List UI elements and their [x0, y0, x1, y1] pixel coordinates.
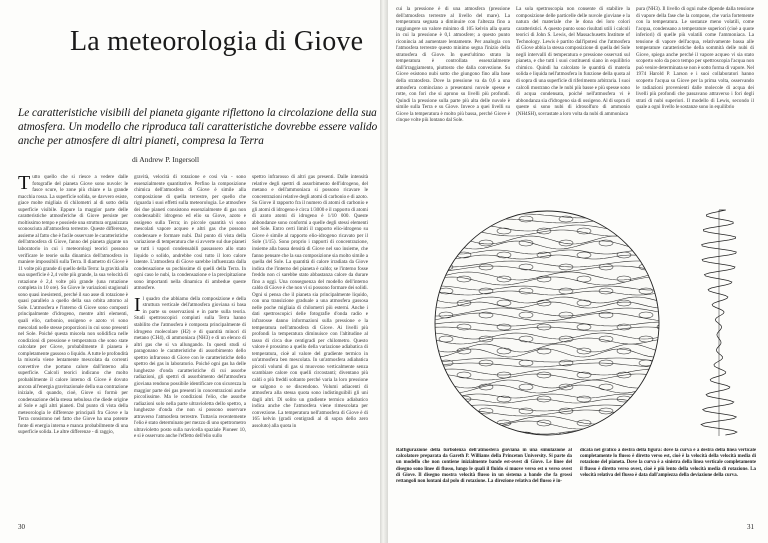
right-column-2	[516, 6, 630, 196]
page-number-left: 30	[18, 523, 25, 531]
book-gutter	[380, 0, 388, 543]
left-column-3-text: spettro infrarosso di altri gas presenti. Dalle intensità relative degli spettri di assorbimento dell'idrogeno, del metano e dell'ammoniaca si possono ricavare le concentrazioni relative degli atomi di carbonio e di azoto. Su Giove il rapporto fra il numero di atomi di carbonio e gli atomi di idrogeno è circa 1/3000 e il rapporto di atomi di azoto atomi di idrogeno è 1/10 000. Queste abbondanze sono conformi a quelle degli stessi elementi nel Sole. Entro certi limiti il rapporto elio-idrogeno su Giove è simile al rapporto elio-idrogeno ricavato per il Sole (1/15). Sono proprio i rapporti di concentrazione, insieme alla bassa densità di Giove nel suo insieme, che fanno pensare che la sua composizione sia molto simile a quella del Sole. La quantità di calore irradiata da Giove indica che l'interno del pianeta è caldo; se l'interno fosse freddo non ci sarebbe stato abbastanza calore da durare fino a oggi. Una conseguenza del modello dell'interno caldo di Giove è che non vi si possono formare dei solidi. Ogni si pensa che il pianeta sia principalmente liquido, con una transizione graduale a una atmosfera gassosa nelle poche migliaia di chilometri più esterni. Anche i dati spettroscopici delle fotografie d'onda radio e infrarosse danno informazioni sulla pressione e la temperatura nell'atmosfera di Giove. Ai livelli più profondi la temperatura diminuisce con l'altitudine al tasso di circa due centigradi per chilometro. Questo valore è prossimo a quello della variazione adiabatica di temperatura, cioè al valore del gradiente termico in un'atmosfera ben mescolata. In un'atmosfera adiabatica piccoli volumi di gas si muovono verticalmente senza scambiare calore con quelli circostanti; diventano più caldi o più freddi soltanto perché varia la loro pressione se salgono o se discendono. Volumi adiacenti di atmosfera alla stessa quota sono indistinguibili gli uni dagli altri. Di solito un gradiente termico adiabatico indica anche che l'atmosfera viene rimescolata per convezione. La temperatura nell'atmosfera di Giove è di 165 kelvin (gradi centigradi al di sopra dello zero assoluto) alla quota in	[252, 174, 368, 429]
author-byline: di Andrew P. Ingersoll	[132, 155, 200, 164]
right-column-2-text: La sola spettroscopia non consente di stabilire la composizione delle particelle delle nuvole gioviane e la natura del materiale che le dona dei loro colori caratteristici. A questo punto sono risultati utili i calcoli teorici di John S. Lewis, del Massachusetts Institute of Technology. Lewis è partito dall'ipotesi che l'atmosfera di Giove abbia la stessa composizione di quella del Sole negli intervalli di temperatura e pressione osservati sul pianeta, e che tutti i suoi costituenti siano in equilibrio chimico. Quindi ha calcolato le quantità di materia solida e liquida nell'atmosfera in funzione della quota al di sopra di una superficie di riferimento arbitraria. I suoi calcoli mostrano che le nubi più basse e più spesse sono di acqua condensata, poiché nell'atmosfera vi è abbondanza sia d'idrogeno sia di ossigeno. Al di sopra di queste si sono nubi di idrosolfuro di ammonio (NH4SH), sovrastate a loro volta da nubi di ammoniaca	[516, 6, 630, 117]
dropcap-i: I	[134, 293, 141, 316]
velocity-profile-graph	[684, 204, 754, 442]
right-page	[388, 0, 768, 543]
left-column-2	[134, 174, 246, 519]
right-column-1-text: cui la pressione è di una atmosfera (pressione dell'atmosfera terrestre al livello del mare). La temperatura segnata a diminuire con l'altezza fino a raggiungere un valore minimo di 105 kelvin alla quota in cui la pressione è 0,1 atmosfere; a questo punto riconincia ad aumentare lentamente. Per analogia con l'atmosfera terrestre questo minimo segna l'inizio della stratosfera di Giove. In quest'ultimo strato la temperatura è controllata essenzialmente dall'irraggiamento, piuttosto che dalla convezione. Su Giove esistono nubi sotto che giungono fino alla base della stratosfera. Dove la pressione va da 0,6 a una atmosfera cominciano a presentarsi nuvole spesse e rotte, con fori che si aprono su livelli più profondi. Quindi la pressione sulla parte più alta delle nuvole è simile sulla Terra e su Giove. Invece a quei livelli su Giove la temperatura è molto più bassa, perché Giove è cinque volte più lontano dal Sole.	[396, 6, 510, 124]
right-column-3	[636, 6, 754, 196]
left-column-3	[252, 174, 368, 519]
page-number-right: 31	[747, 523, 754, 531]
left-page	[0, 0, 380, 543]
dropcap-t: T	[18, 174, 31, 194]
left-column-2-text-b: l quadro che abbiamo della composizione e della struttura verticale dell'atmosfera gioviana si basa in parte su osservazioni e in parte sulla teoria. Studi spettroscopici compiuti sulla Terra hanno stabilito che l'atmosfera è composta principalmente di idrogeno molecolare (H2) e di quantità minori di metano (CH4), di ammoniaca (NH3) e di un elenco di altri gas che si va allungando. In questi studi si paragonano le caratteristiche di assorbimento dello spettro infrarosso di Giove con le caratteristiche dello spettro dei gas in laboratorio. Poiché ogni gas ha delle lunghezze d'onda caratteristiche di cui assorbe radiazioni, gli spettri di assorbimento dell'atmosfera gioviana rendono possibile identificare con sicurezza la maggior parte dei gas presenti in concentrazioni anche piccolissime. Ma le condizioni l'elio, che assorbe radiazioni solo nella parte ultravioletta dello spettro, a lunghezze d'onda che non si possono osservare attraverso l'atmosfera terrestre. Tuttavia recentemente l'elio è stato determinato per mezzo di uno spettrometro ultravioletto posto sulla navicella spaziale Pioneer 10, e si è osservato anche l'effetto dell'elio sullo	[134, 295, 246, 440]
figure-caption-left: Raffigurazione della turbolenza dell'atmosfera gioviana in una simulazione al calcolatore preparata da Gareth P. Williams della Princeton University. Si parte da un modello che non contiene inizialmente bande est-ovest di Giove. Le linee del disegno sono linee di flusso, lungo le quali il fluido si muove verso est o verso ovest di Giove. Il disegno mostra velocità flusso in un sistema a bande che fa grossi rettangoli non lontani dal polo di rotazione. La direzione relativa del flusso è in-	[396, 448, 572, 485]
right-column-3-text: pura (NH3). Il livello di ogni nube dipende dalla tensione di vapore della fase che la compone, che varia fortemente con la temperatura. Le sostanze meno volatili, come l'acqua, condensano a temperature superiori (cioè a quote inferiori) di quelle più volatili come l'ammoniaca. La tensione di vapore dell'acqua, relativamente bassa alle temperature caratteristiche della sommità delle nubi di Giove, spiega anche perché il vapore acqueo vi sia stato scoperto solo da poco tempo per spettroscopia l'acqua non può venire determinata se non è sotto forma di vapore. Nel 1974 Harold P. Larson e i suoi collaboratori hanno scoperto l'acqua su Giove per la prima volta, osservando le radiazioni provenienti dalle molecole di acqua dei livelli più profondi che passavano attraverso i fori degli strati di nubi superiori. Il modello di Lewis, secondo il quale a ogni livello le sostanze sono in equilibrio	[636, 6, 754, 111]
left-column-1	[18, 174, 128, 519]
left-column-1-text: utto quello che si riesce a vedere dalle fotografie del pianeta Giove sono nuvole: le fasce scure, le zone più chiare e la grande macchia rossa. La superficie solida, se davvero esiste, giace molte migliaia di chilometri al di sotto della superficie visibile. Eppure la maggior parte delle caratteristiche atmosferiche di Giove persiste per moltissimo tempo e possiede una struttura organizzata sconosciuta all'atmosfera terrestre. Queste differenze, assieme al fatto che è facile osservare le caratteristiche dell'atmosfera di Giove, fanno del pianeta gigante un laboratorio in cui i meteorologi teorici possono verificare le teorie sulla dinamica dell'atmosfera in maniere impossibili sulla Terra. Il diametro di Giove è 11 volte più grande di quello della Terra: la gravità alla sua superficie è 2,4 volte più grande, la sua velocità di rotazione è 2,4 volte più grande (una rotazione completa in 10 ore). Su Giove le variazioni stagionali sono quasi inesistenti, perché il suo asse di rotazione è quasi parallelo a quello della sua orbita attorno al Sole. L'atmosfera e l'interno di Giove sono composti principalmente d'idrogeno, mentre altri elementi, quali elio, carbonio, ossigeno e azoto vi sono mescolati nelle stesse proporzioni in cui sono presenti nel Sole. Poiché questa miscela non solidifica nelle condizioni di pressione e temperatura che sono state calcolate per Giove, probabilmente il pianeta è completamente gassoso o liquido. A tutte le profondità la miscela viene lentamente mescolata da correnti convettive che portano calore dall'interno alla superficie. Calcoli teorici indicano che molto probabilmente il calore interno di Giove è dovuto ancora all'energia gravitazionale della sua contrazione iniziale, di quando, cioè, Giove si formò per condensazione della stessa nebulosa che diede origine al Sole e agli altri pianeti. Dal punto di vista della meteorologia le differenze principali fra Giove e la Terra consistono nel fatto che Giove ha una potente fonte di energia interna e manca probabilmente di una superficie solida. Le altre differenze - di raggio,	[18, 174, 128, 436]
article-title: La meteorologia di Giove	[70, 26, 364, 57]
jupiter-flow-simulation-figure	[428, 204, 666, 442]
figure-caption-right: dicata nel grafico a destra della figura: dove la curva è a destra della linea verticale completamente lo flusso è diretto verso est, cioè è la velocità della velocità media di rotazione del pianeta. Dove la curva è a sinistra della linea verticale completamente il flusso è diretto verso ovest, cioè è più lento della velocità media di rotazione. La velocità relativa del flusso è data dall'ampiezza della deviazione della curva.	[580, 448, 756, 478]
left-column-2-text-a: gravità, velocità di rotazione e così via - sono essenzialmente quantitative. Perfino la composizione chimica dell'atmosfera di Giove è simile alla composizione di quella terrestre, per quello che riguarda i suoi effetti sulla meteorologia. Le atmosfere dei due pianeti consistono essenzialmente di gas non condensabili: idrogeno ed elio su Giove, azoto e ossigeno sulla Terra; in piccole quantità vi sono mescolati vapore acqueo e altri gas che possono condensare e formare nubi. Dal punto di vista della variazione di temperatura che si avverte sul due pianeti se tutti i vapori condensabili passassero allo stato liquido o solido, andrebbe così tutto il loro calore latente. L'atmosfera di Giove sarebbe influenzata dalla condensazione su pochissime di quelli della Terra. In ogni caso le nubi, la condensazione e la precipitazione sono importanti nella dinamica di ambedue queste atmosfere.	[134, 174, 246, 292]
article-subtitle: Le caratteristiche visibili del pianeta gigante riflettono la circolazione della sua atmosfera. Un modello che riproduca tali caratteristiche dovrebbe essere valido anche per atmosfere di altri pianeti, compresa la Terra	[18, 107, 378, 147]
right-column-1	[396, 6, 510, 196]
